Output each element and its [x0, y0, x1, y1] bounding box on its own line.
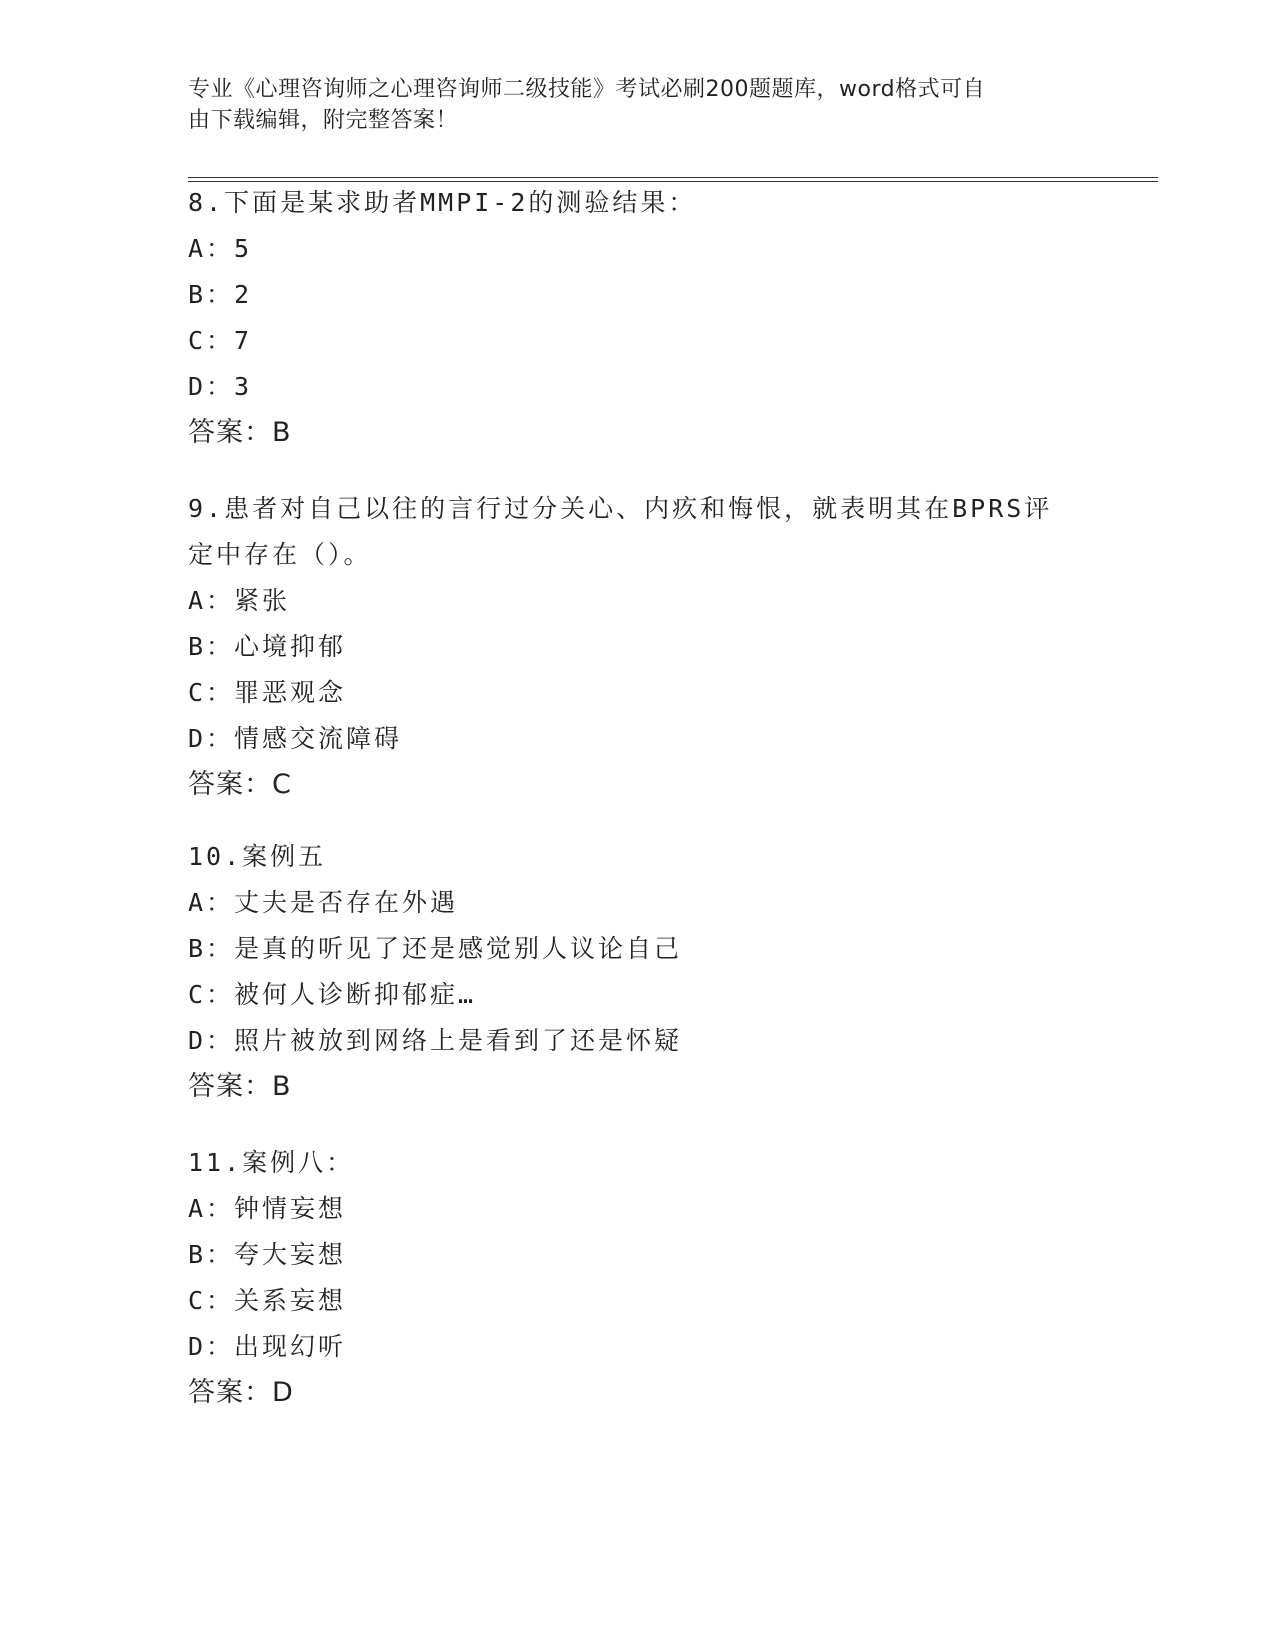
option-d: D：照片被放到网络上是看到了还是怀疑: [188, 1026, 683, 1055]
answer-label: 答案：B: [188, 417, 292, 448]
option-a: A：钟情妄想: [188, 1194, 347, 1223]
option-d: D：3: [188, 372, 253, 401]
answer-label: 答案：C: [188, 769, 292, 800]
question-10: [188, 834, 1088, 1110]
option-c: C：被何人诊断抑郁症…: [188, 980, 477, 1009]
option-c: C：罪恶观念: [188, 678, 347, 707]
option-b: B：心境抑郁: [188, 632, 347, 661]
option-a: A：丈夫是否存在外遇: [188, 888, 459, 917]
option-c: C：7: [188, 326, 253, 355]
option-b: B：是真的听见了还是感觉别人议论自己: [188, 934, 683, 963]
question-11: [188, 1140, 1088, 1416]
answer-label: 答案：B: [188, 1071, 292, 1102]
option-b: B：夸大妄想: [188, 1240, 347, 1269]
option-d: D：情感交流障碍: [188, 724, 403, 753]
question-title: 9.患者对自己以往的言行过分关心、内疚和悔恨，就表明其在BPRS评: [188, 494, 1053, 523]
question-8: [188, 180, 1088, 456]
header-line-1: 专业《心理咨询师之心理咨询师二级技能》考试必刷200题题库，word格式可自: [188, 77, 986, 102]
option-b: B：2: [188, 280, 253, 309]
question-title: 10.案例五: [188, 842, 327, 871]
option-c: C：关系妄想: [188, 1286, 347, 1315]
question-title: 11.案例八：: [188, 1148, 355, 1177]
document-header: [188, 74, 1088, 136]
question-title-continued: 定中存在（）。: [188, 540, 372, 569]
option-d: D：出现幻听: [188, 1332, 347, 1361]
header-line-2: 由下载编辑，附完整答案！: [188, 108, 459, 133]
option-a: A：紧张: [188, 586, 291, 615]
question-title: 8.下面是某求助者MMPI-2的测验结果：: [188, 188, 697, 217]
question-9: [188, 486, 1088, 808]
answer-label: 答案：D: [188, 1377, 294, 1408]
option-a: A：5: [188, 234, 253, 263]
